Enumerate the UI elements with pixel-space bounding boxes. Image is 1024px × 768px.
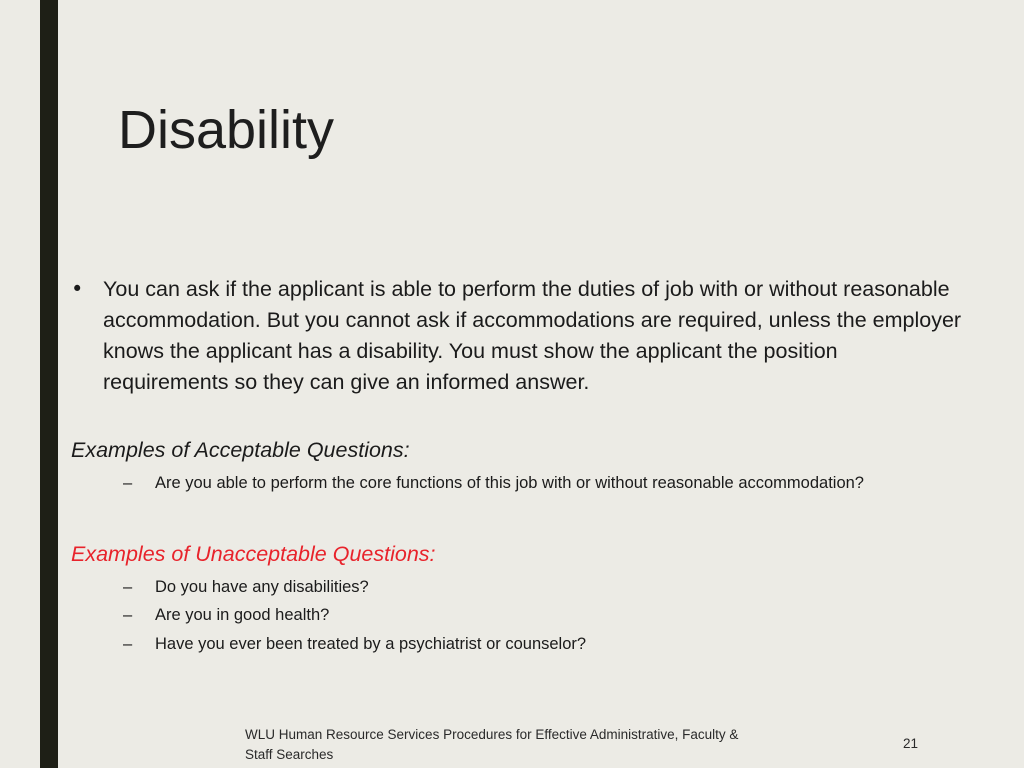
bullet-icon: • xyxy=(71,277,84,301)
list-item xyxy=(71,469,971,498)
slide-title: Disability xyxy=(118,100,335,160)
unacceptable-question-text: Do you have any disabilities? xyxy=(155,577,369,596)
main-bullet-text: You can ask if the applicant is able to perform the duties of job with or without reasonable accommodation. But you cannot ask if accommodations are required, unless the employer knows the applicant has a disability. You must show the applicant the position requirements so they can give an informed answer. xyxy=(103,277,962,394)
unacceptable-questions-list xyxy=(71,573,971,659)
page-number: 21 xyxy=(903,736,919,751)
acceptable-questions-heading: Examples of Acceptable Questions: xyxy=(71,438,410,462)
acceptable-question-text: Are you able to perform the core functions of this job with or without reasonable accommodation? xyxy=(155,474,864,492)
dash-icon: – xyxy=(123,474,133,492)
dash-icon: – xyxy=(123,634,133,653)
dash-icon: – xyxy=(123,577,133,596)
unacceptable-question-text: Are you in good health? xyxy=(155,606,330,624)
dash-icon: – xyxy=(123,606,133,624)
unacceptable-question-text: Have you ever been treated by a psychiatrist or counselor? xyxy=(155,634,587,653)
slide-body xyxy=(71,274,971,658)
decorative-left-bar xyxy=(40,0,58,768)
list-item xyxy=(71,601,971,630)
list-item xyxy=(71,630,971,659)
main-bullet xyxy=(71,274,971,398)
footer-text: WLU Human Resource Services Procedures for Effective Administrative, Faculty & Staff Searches xyxy=(245,727,739,762)
list-item xyxy=(71,573,971,602)
acceptable-questions-list xyxy=(71,469,971,498)
unacceptable-questions-heading: Examples of Unacceptable Questions: xyxy=(71,541,436,566)
